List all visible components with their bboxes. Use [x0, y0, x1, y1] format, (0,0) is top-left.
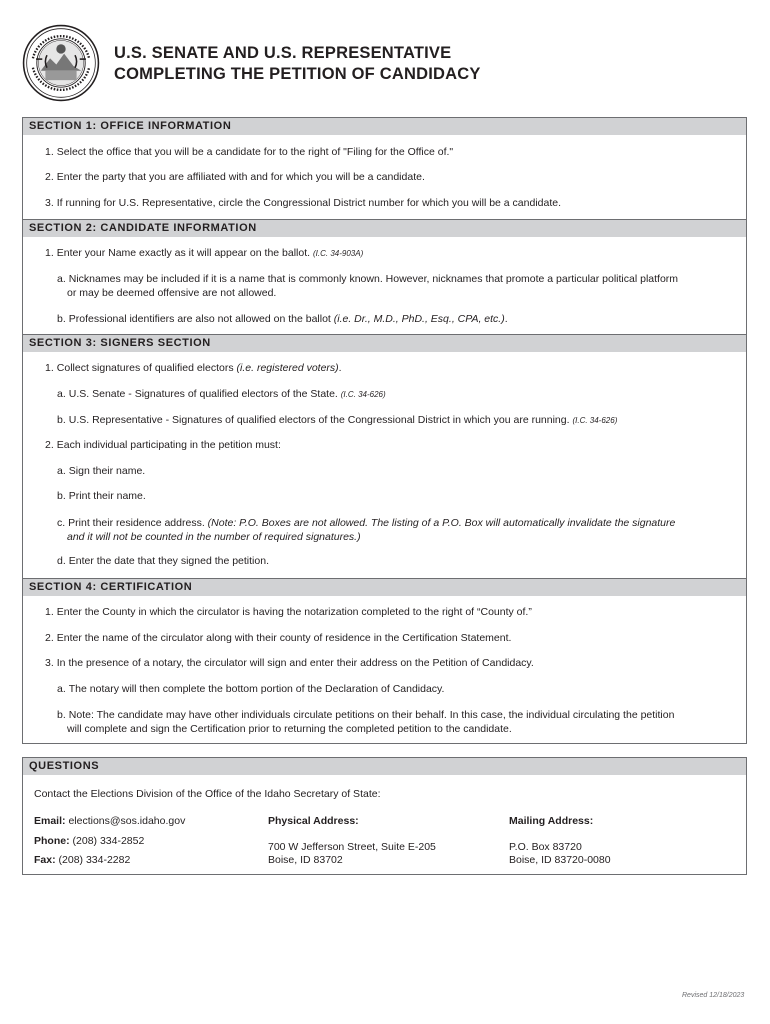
item-number: a.	[57, 388, 66, 400]
mailing-address-line-1: P.O. Box 83720	[509, 841, 582, 853]
section-2-heading: SECTION 2: CANDIDATE INFORMATION	[23, 219, 746, 237]
item-text: Enter the County in which the circulator is having the notarization completed to the right of “County of.”	[56, 606, 532, 618]
section-2-item-a	[57, 272, 678, 300]
item-text: Enter the name of the circulator along with their county of residence in the Certification Statement.	[56, 632, 512, 644]
section-4-sub-b	[57, 708, 674, 736]
item-end: .	[338, 362, 342, 374]
item-text: Each individual participating in the petition must:	[56, 439, 281, 451]
item-number: 1.	[45, 247, 54, 259]
section-1-item-1	[45, 145, 453, 159]
page-title	[114, 43, 481, 85]
item-text: Enter your Name exactly as it will appear on the ballot.	[56, 247, 311, 259]
item-number: 2.	[45, 632, 54, 644]
item-text-continued: or may be deemed offensive are not allowed.	[67, 287, 277, 299]
item-text: Note: The candidate may have other individuals circulate petitions on their behalf. In this case, the individual circulating the petition	[68, 709, 675, 721]
item-text: If running for U.S. Representative, circle the Congressional District number for which you will be a candidate.	[56, 197, 562, 209]
fax-line	[34, 853, 130, 867]
section-1-heading: SECTION 1: OFFICE INFORMATION	[23, 118, 746, 135]
section-4-heading: SECTION 4: CERTIFICATION	[23, 578, 746, 596]
section-1-item-2	[45, 170, 425, 184]
mailing-address-label-text: Mailing Address:	[509, 815, 594, 827]
item-number: b.	[57, 490, 66, 502]
item-text-continued: will complete and sign the Certification prior to returning the completed petition to the candidate.	[67, 723, 512, 735]
legal-citation: (I.C. 34-903A)	[312, 249, 364, 258]
item-number: 2.	[45, 171, 54, 183]
item-number: a.	[57, 683, 66, 695]
section-3-item-a	[57, 387, 386, 402]
section-1-item-3	[45, 196, 561, 210]
item-number: 1.	[45, 146, 54, 158]
item-emphasis: (i.e. Dr., M.D., PhD., Esq., CPA, etc.)	[333, 313, 505, 325]
title-line-1: U.S. SENATE AND U.S. REPRESENTATIVE	[114, 44, 452, 62]
questions-intro: Contact the Elections Division of the Office of the Idaho Secretary of State:	[34, 788, 381, 800]
item-emphasis: (i.e. registered voters)	[236, 362, 339, 374]
section-3-sub-b	[57, 489, 146, 503]
physical-address-line-2: Boise, ID 83702	[268, 854, 343, 866]
item-text: Sign their name.	[68, 465, 146, 477]
section-2-item-b	[57, 312, 508, 326]
item-number: 1.	[45, 362, 54, 374]
physical-address-label	[268, 814, 359, 828]
physical-address-line-1: 700 W Jefferson Street, Suite E-205	[268, 841, 436, 853]
legal-citation: (I.C. 34-626)	[572, 416, 618, 425]
fax-value: (208) 334-2282	[58, 854, 131, 866]
item-text: Professional identifiers are also not allowed on the ballot	[68, 313, 331, 325]
item-emphasis-continued: and it will not be counted in the number of required signatures.)	[67, 531, 361, 543]
item-text: Collect signatures of qualified electors	[56, 362, 234, 374]
questions-box	[22, 757, 747, 875]
section-3-heading: SECTION 3: SIGNERS SECTION	[23, 334, 746, 352]
item-number: 3.	[45, 197, 54, 209]
mailing-address-line-2: Boise, ID 83720-0080	[509, 854, 611, 866]
section-4-sub-a	[57, 682, 444, 696]
section-4-item-1	[45, 605, 532, 619]
revision-date: Revised 12/18/2023	[682, 992, 745, 999]
section-2-item-1	[45, 246, 363, 261]
item-number: b.	[57, 709, 66, 721]
item-text: Print their residence address.	[68, 517, 205, 529]
section-4-item-2	[45, 631, 511, 645]
item-end: .	[504, 313, 508, 325]
section-3-item-b	[57, 413, 617, 428]
item-text: Enter the party that you are affiliated with and for which you will be a candidate.	[56, 171, 425, 183]
item-text: U.S. Representative - Signatures of qualified electors of the Congressional District in which you are running.	[68, 414, 570, 426]
phone-value: (208) 334-2852	[72, 835, 145, 847]
phone-label: Phone:	[34, 835, 70, 847]
item-number: a.	[57, 465, 66, 477]
section-3-sub-a	[57, 464, 145, 478]
item-text: Nicknames may be included if it is a name that is commonly known. However, nicknames that promote a particular political platform	[68, 273, 679, 285]
item-text: Enter the date that they signed the petition.	[68, 555, 269, 567]
physical-address-label-text: Physical Address:	[268, 815, 359, 827]
idaho-state-seal-icon	[22, 24, 100, 102]
item-text: In the presence of a notary, the circulator will sign and enter their address on the Petition of Candidacy.	[56, 657, 534, 669]
email-link[interactable]: elections@sos.idaho.gov	[68, 815, 186, 827]
item-text: Print their name.	[68, 490, 146, 502]
section-3-sub-d	[57, 554, 269, 568]
item-number: 3.	[45, 657, 54, 669]
item-number: 2.	[45, 439, 54, 451]
item-number: d.	[57, 555, 66, 567]
item-number: c.	[57, 517, 66, 529]
item-number: b.	[57, 414, 66, 426]
section-3-item-1	[45, 361, 342, 375]
item-text: Select the office that you will be a candidate for to the right of "Filing for the Office of."	[56, 146, 454, 158]
email-label: Email:	[34, 815, 66, 827]
item-number: a.	[57, 273, 66, 285]
phone-line	[34, 834, 144, 848]
legal-citation: (I.C. 34-626)	[340, 390, 386, 399]
section-4-item-3	[45, 656, 534, 670]
fax-label: Fax:	[34, 854, 56, 866]
item-text: U.S. Senate - Signatures of qualified electors of the State.	[68, 388, 338, 400]
title-line-2: COMPLETING THE PETITION OF CANDIDACY	[114, 65, 481, 83]
section-3-item-2	[45, 438, 281, 452]
item-emphasis: (Note: P.O. Boxes are not allowed. The listing of a P.O. Box will automatically invalidate the signature	[207, 517, 676, 529]
section-3-sub-c	[57, 516, 675, 544]
questions-heading: QUESTIONS	[23, 758, 746, 775]
instructions-box	[22, 117, 747, 744]
mailing-address-label	[509, 814, 593, 828]
email-line	[34, 814, 185, 828]
item-text: The notary will then complete the bottom portion of the Declaration of Candidacy.	[68, 683, 445, 695]
item-number: b.	[57, 313, 66, 325]
item-number: 1.	[45, 606, 54, 618]
